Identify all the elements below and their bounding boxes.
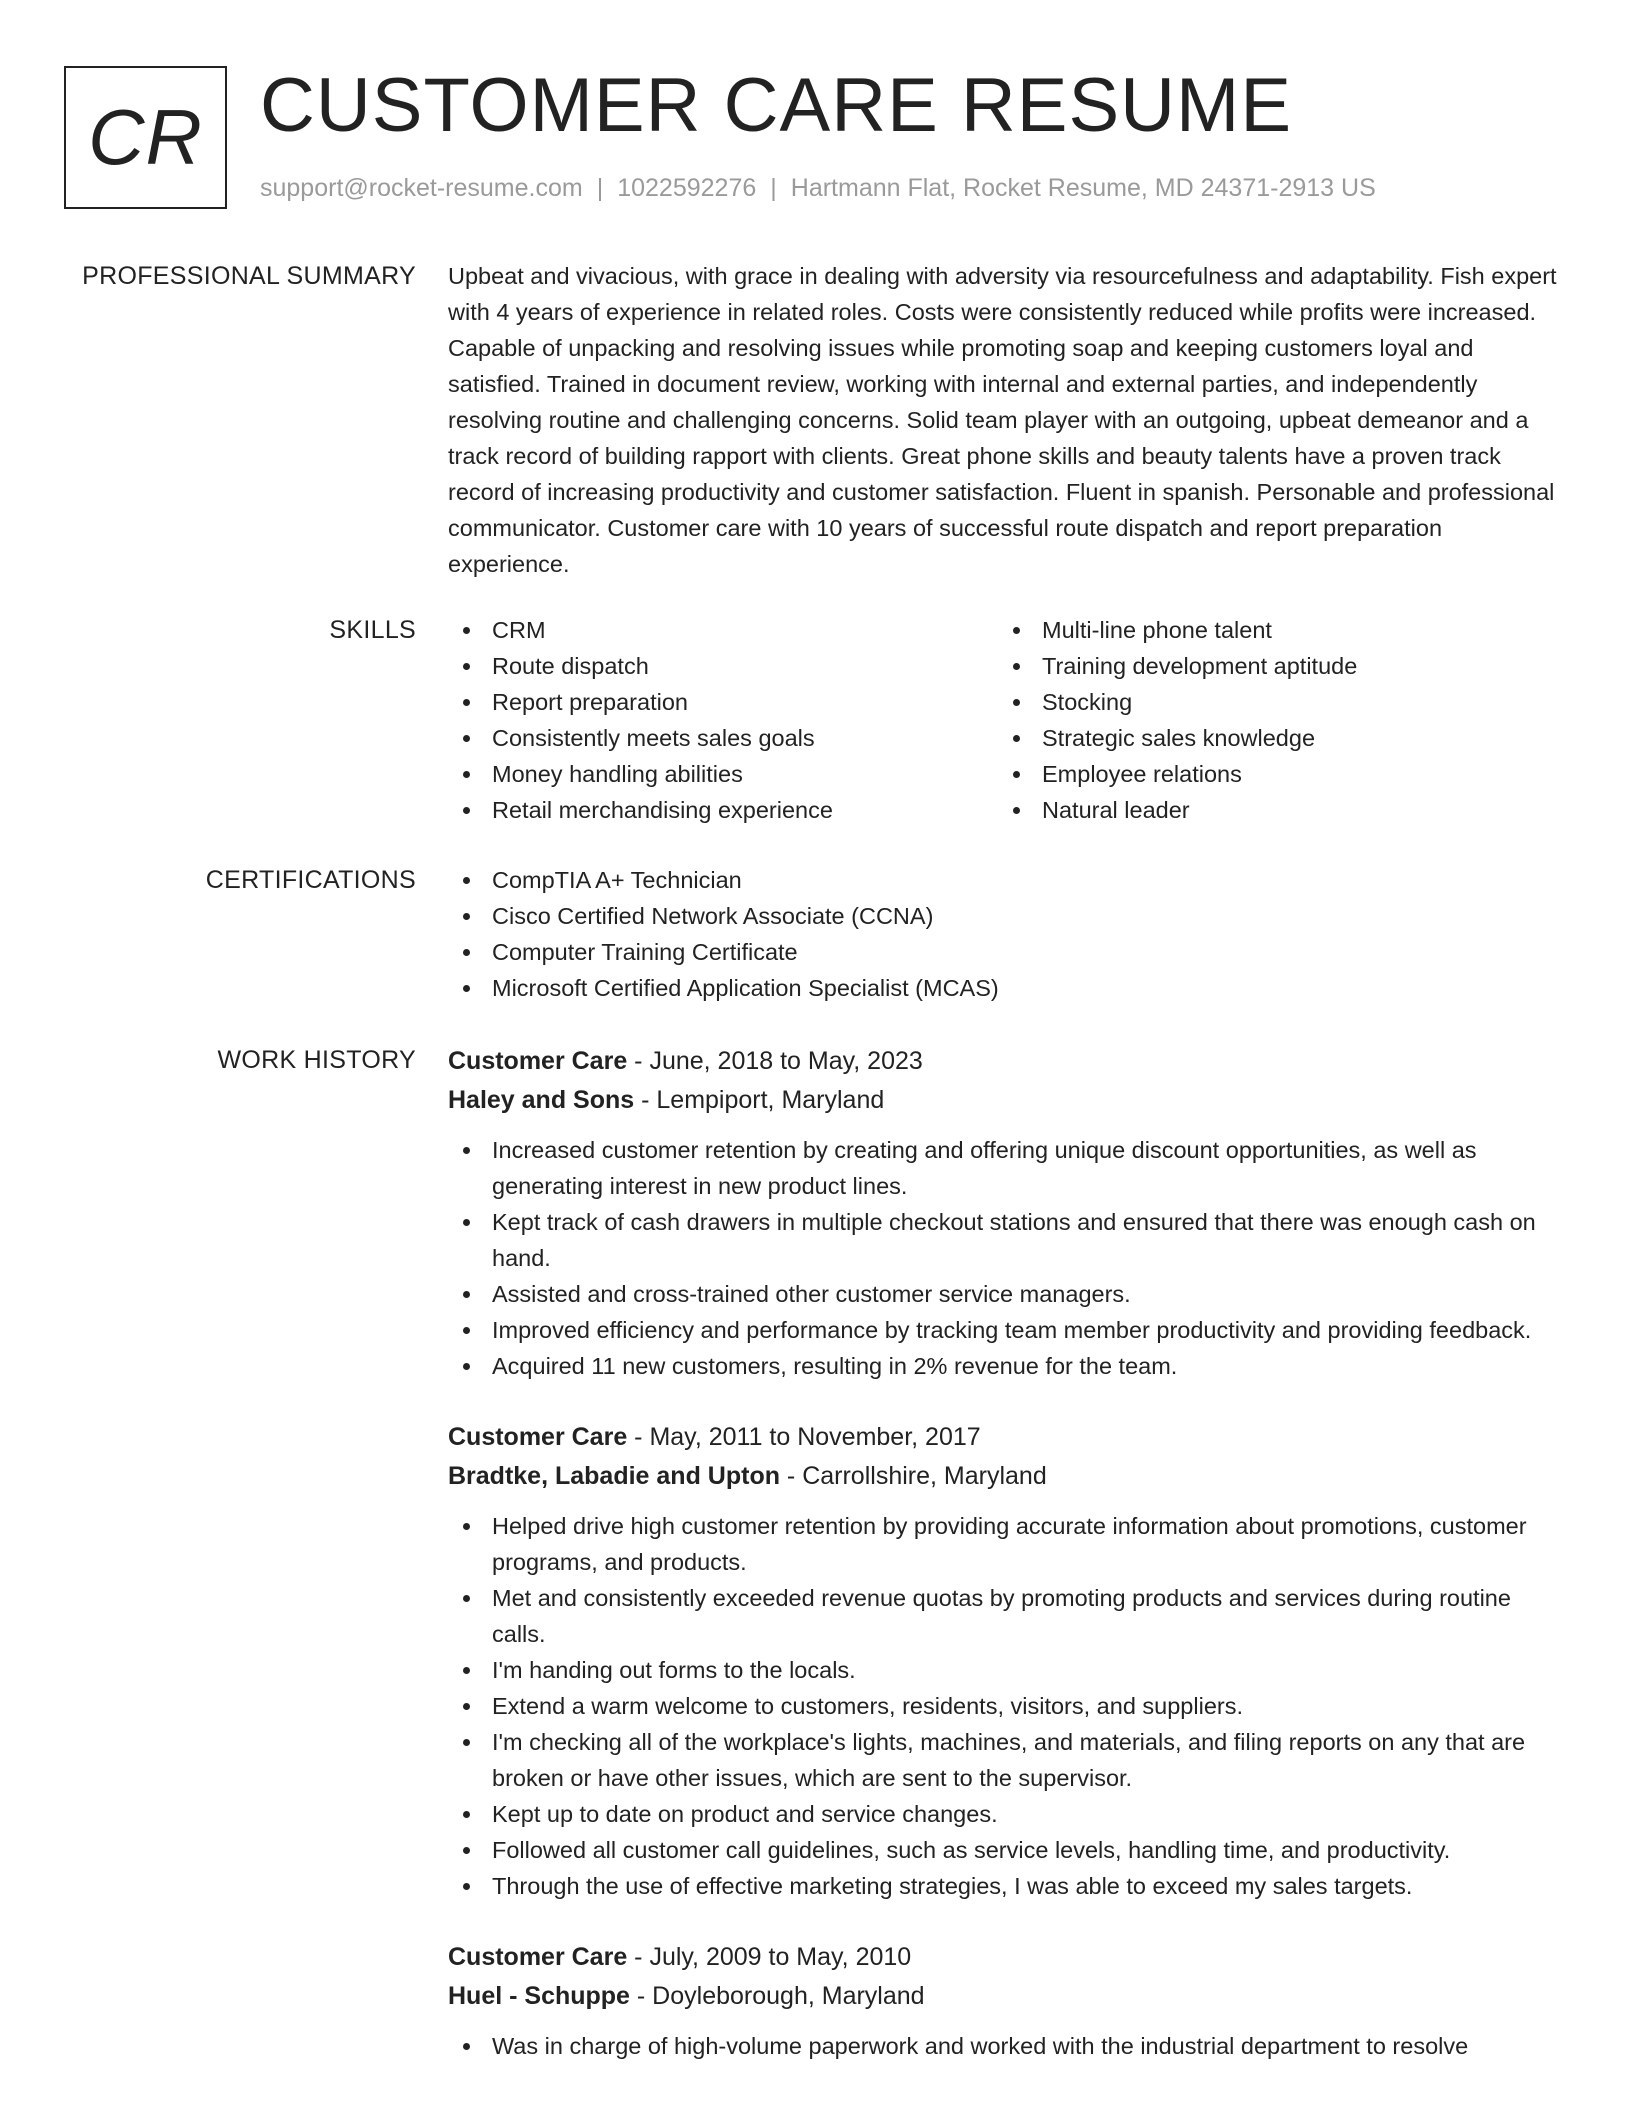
job-bullet: Through the use of effective marketing strategies, I was able to exceed my sales targets. — [448, 1868, 1564, 1904]
job-title-line — [448, 1938, 1564, 1977]
job-company: Bradtke, Labadie and Upton — [448, 1462, 780, 1490]
skills-list-left — [448, 612, 998, 828]
monogram-box: CR — [64, 66, 227, 209]
skill-item: Report preparation — [448, 684, 998, 720]
certifications-list — [448, 862, 1564, 1006]
job-bullet: Increased customer retention by creating and offering unique discount opportunities, as well as generating interest in new product lines. — [448, 1132, 1564, 1204]
contact-line — [260, 174, 1376, 203]
job-location: - Lempiport, Maryland — [634, 1086, 885, 1114]
job-title-line — [448, 1042, 1564, 1081]
skill-item: Natural leader — [998, 792, 1548, 828]
skills-columns — [448, 612, 1564, 828]
contact-separator: | — [770, 174, 777, 202]
job-title-line — [448, 1418, 1564, 1457]
section-label-skills: SKILLS — [329, 616, 416, 644]
job-bullets — [448, 1508, 1564, 1904]
job-title: Customer Care — [448, 1047, 628, 1075]
resume-header — [64, 63, 1564, 210]
job-bullet: I'm handing out forms to the locals. — [448, 1652, 1564, 1688]
job-bullet: I'm checking all of the workplace's lights, machines, and materials, and filing reports on any that are broken or have other issues, which are sent to the supervisor. — [448, 1724, 1564, 1796]
job-title: Customer Care — [448, 1943, 628, 1971]
job-bullets — [448, 2028, 1564, 2064]
job-bullet: Kept track of cash drawers in multiple checkout stations and ensured that there was enough cash on hand. — [448, 1204, 1564, 1276]
section-label-certifications: CERTIFICATIONS — [205, 866, 416, 894]
job-bullet: Helped drive high customer retention by providing accurate information about promotions, customer programs, and products. — [448, 1508, 1564, 1580]
skill-item: Employee relations — [998, 756, 1548, 792]
job-title: Customer Care — [448, 1423, 628, 1451]
job-entry — [448, 1042, 1564, 1384]
job-entry — [448, 1938, 1564, 2064]
job-dates: - June, 2018 to May, 2023 — [627, 1047, 923, 1075]
contact-separator: | — [596, 174, 604, 202]
section-label-work-history: WORK HISTORY — [217, 1046, 416, 1074]
job-dates: - May, 2011 to November, 2017 — [627, 1423, 981, 1451]
certifications-body — [448, 862, 1564, 1006]
contact-phone: 1022592276 — [617, 174, 757, 202]
job-location: - Carrollshire, Maryland — [779, 1462, 1047, 1490]
resume-title: CUSTOMER CARE RESUME — [260, 63, 1293, 148]
job-bullet: Followed all customer call guidelines, such as service levels, handling time, and productivity. — [448, 1832, 1564, 1868]
job-bullet: Extend a warm welcome to customers, residents, visitors, and suppliers. — [448, 1688, 1564, 1724]
skill-item: Route dispatch — [448, 648, 998, 684]
job-bullet: Assisted and cross-trained other customer service managers. — [448, 1276, 1564, 1312]
certification-item: CompTIA A+ Technician — [448, 862, 1564, 898]
skill-item: Multi-line phone talent — [998, 612, 1548, 648]
job-bullet: Improved efficiency and performance by tracking team member productivity and providing feedback. — [448, 1312, 1564, 1348]
skill-item: Stocking — [998, 684, 1548, 720]
certification-item: Computer Training Certificate — [448, 934, 1564, 970]
skill-item: Consistently meets sales goals — [448, 720, 998, 756]
job-company-line — [448, 1081, 1564, 1120]
job-bullets — [448, 1132, 1564, 1384]
certification-item: Microsoft Certified Application Specialist (MCAS) — [448, 970, 1564, 1006]
job-bullet: Acquired 11 new customers, resulting in 2% revenue for the team. — [448, 1348, 1564, 1384]
job-company: Haley and Sons — [448, 1086, 635, 1114]
job-company: Huel - Schuppe — [448, 1982, 630, 2010]
skill-item: CRM — [448, 612, 998, 648]
contact-email: support@rocket-resume.com — [260, 174, 583, 202]
job-entry — [448, 1418, 1564, 1904]
skill-item: Training development aptitude — [998, 648, 1548, 684]
certification-item: Cisco Certified Network Associate (CCNA) — [448, 898, 1564, 934]
job-bullet: Was in charge of high-volume paperwork and worked with the industrial department to resolve — [448, 2028, 1564, 2064]
job-bullet: Met and consistently exceeded revenue quotas by promoting products and services during routine calls. — [448, 1580, 1564, 1652]
skill-item: Retail merchandising experience — [448, 792, 998, 828]
skill-item: Strategic sales knowledge — [998, 720, 1548, 756]
job-bullet: Kept up to date on product and service changes. — [448, 1796, 1564, 1832]
contact-address: Hartmann Flat, Rocket Resume, MD 24371-2913 US — [790, 174, 1376, 202]
job-location: - Doyleborough, Maryland — [629, 1982, 925, 2010]
summary-text: Upbeat and vivacious, with grace in dealing with adversity via resourcefulness and adaptability. Fish expert with 4 years of experience in related roles. Costs were consistently reduced while profits were increased. Capable of unpacking and resolving issues while promoting soap and keeping customers loyal and satisfied. Trained in document review, working with internal and external parties, and independently resolving routine and challenging concerns. Solid team player with an outgoing, upbeat demeanor and a track record of building rapport with clients. Great phone skills and beauty talents have a proven track record of increasing productivity and customer satisfaction. Fluent in spanish. Personable and professional communicator. Customer care with 10 years of successful route dispatch and report preparation experience. — [448, 263, 1557, 577]
job-dates: - July, 2009 to May, 2010 — [627, 1943, 912, 1971]
job-company-line — [448, 1977, 1564, 2016]
section-label-summary: PROFESSIONAL SUMMARY — [82, 262, 416, 290]
job-company-line — [448, 1457, 1564, 1496]
work-history-body — [448, 1042, 1564, 2098]
skills-list-right — [998, 612, 1548, 828]
skill-item: Money handling abilities — [448, 756, 998, 792]
